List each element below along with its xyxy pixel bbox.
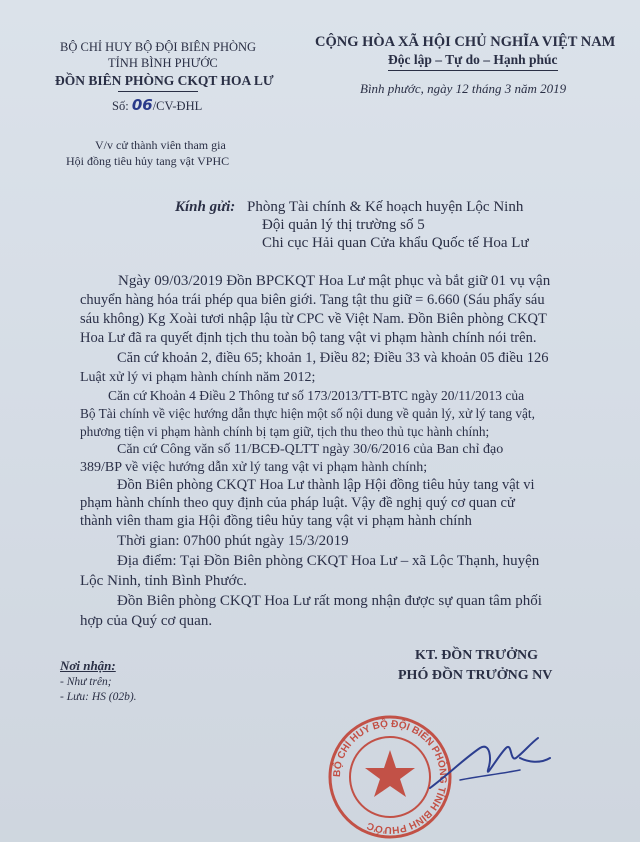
recipient-label: Kính gửi: <box>175 199 236 215</box>
body-line: Căn cứ Khoản 4 Điều 2 Thông tư số 173/2013/TT-BTC ngày 20/11/2013 của <box>108 388 525 403</box>
body-line: Đồn Biên phòng CKQT Hoa Lư thành lập Hội đồng tiêu hủy tang vật vi <box>117 477 535 493</box>
body-line: Luật xử lý vi phạm hành chính năm 2012; <box>80 370 316 385</box>
body-line: sáu không) Kg Xoài tươi nhập lậu từ CPC về Việt Nam. Đồn Biên phòng CKQT <box>80 311 547 327</box>
recipient-1: Phòng Tài chính & Kế hoạch huyện Lộc Ninh <box>247 199 524 215</box>
signature-title-1: KT. ĐỒN TRƯỞNG <box>415 648 539 663</box>
footer-recipient-item: - Lưu: HS (02b). <box>60 691 137 703</box>
header-divider <box>118 91 198 92</box>
subject-line-1: V/v cử thành viên tham gia <box>95 138 226 152</box>
body-line: Đồn Biên phòng CKQT Hoa Lư rất mong nhận được sự quan tâm phối <box>117 593 542 609</box>
body-line: phương tiện vi phạm hành chính bị tạm giữ, tịch thu theo thủ tục hành chính; <box>80 424 490 439</box>
body-line: thành viên tham gia Hội đồng tiêu hủy tang vật vi phạm hành chính <box>80 513 472 529</box>
document-number: Số: 06/CV-ĐHL <box>112 96 203 114</box>
body-line: hợp của Quý cơ quan. <box>80 613 213 629</box>
seal-text: BỘ CHỈ HUY BỘ ĐỘI BIÊN PHÒNG TỈNH BÌNH PHƯỚC <box>331 718 449 836</box>
body-line: Thời gian: 07h00 phút ngày 15/3/2019 <box>117 533 349 549</box>
motto-underline <box>388 70 558 71</box>
signature-title-2: PHÓ ĐỒN TRƯỞNG NV <box>398 668 553 683</box>
subject-line-2: Hội đồng tiêu hủy tang vật VPHC <box>66 154 230 168</box>
footer-recipient-label: Nơi nhận: <box>60 658 116 673</box>
org-unit: ĐỒN BIÊN PHÒNG CKQT HOA LƯ <box>55 73 274 88</box>
body-line: Căn cứ khoản 2, điều 65; khoản 1, Điều 82; Điều 33 và khoản 05 điều 126 <box>117 350 549 366</box>
motto: Độc lập – Tự do – Hạnh phúc <box>388 52 558 67</box>
body-line: Lộc Ninh, tỉnh Bình Phước. <box>80 573 247 589</box>
body-line: Địa điểm: Tại Đồn Biên phòng CKQT Hoa Lư – xã Lộc Thạnh, huyện <box>117 553 540 569</box>
org-parent: BỘ CHỈ HUY BỘ ĐỘI BIÊN PHÒNG <box>60 40 257 54</box>
date-line: Bình phước, ngày 12 tháng 3 năm 2019 <box>360 81 567 96</box>
body-line: Ngày 09/03/2019 Đồn BPCKQT Hoa Lư mật phục và bắt giữ 01 vụ vận <box>118 273 551 289</box>
body-line: 389/BP về việc hướng dẫn xử lý tang vật vi phạm hành chính; <box>80 460 428 475</box>
body-line: phạm hành chính theo quy định của pháp luật. Vậy đề nghị quý cơ quan cử <box>80 495 515 511</box>
footer-recipient-item: - Như trên; <box>60 676 112 688</box>
recipient-3: Chi cục Hải quan Cửa khẩu Quốc tế Hoa Lư <box>262 235 529 251</box>
body-line: Bộ Tài chính về việc hướng dẫn thực hiện một số nội dung về quản lý, xử lý tang vật, <box>80 406 535 421</box>
body-line: Hoa Lư đã ra quyết định tịch thu toàn bộ tang vật vi phạm hành chính nói trên. <box>80 330 537 346</box>
org-province: TỈNH BÌNH PHƯỚC <box>108 56 218 70</box>
body-line: Căn cứ Công văn số 11/BCĐ-QLTT ngày 30/6/2016 của Ban chỉ đạo <box>117 442 504 457</box>
handwritten-signature <box>420 718 560 808</box>
recipient-2: Đội quản lý thị trường số 5 <box>262 217 425 233</box>
body-line: chuyển hàng hóa trái phép qua biên giới. Tang tật thu giữ = 6.660 (Sáu phẩy sáu <box>80 292 545 308</box>
nation-title: CỘNG HÒA XÃ HỘI CHỦ NGHĨA VIỆT NAM <box>315 34 616 50</box>
